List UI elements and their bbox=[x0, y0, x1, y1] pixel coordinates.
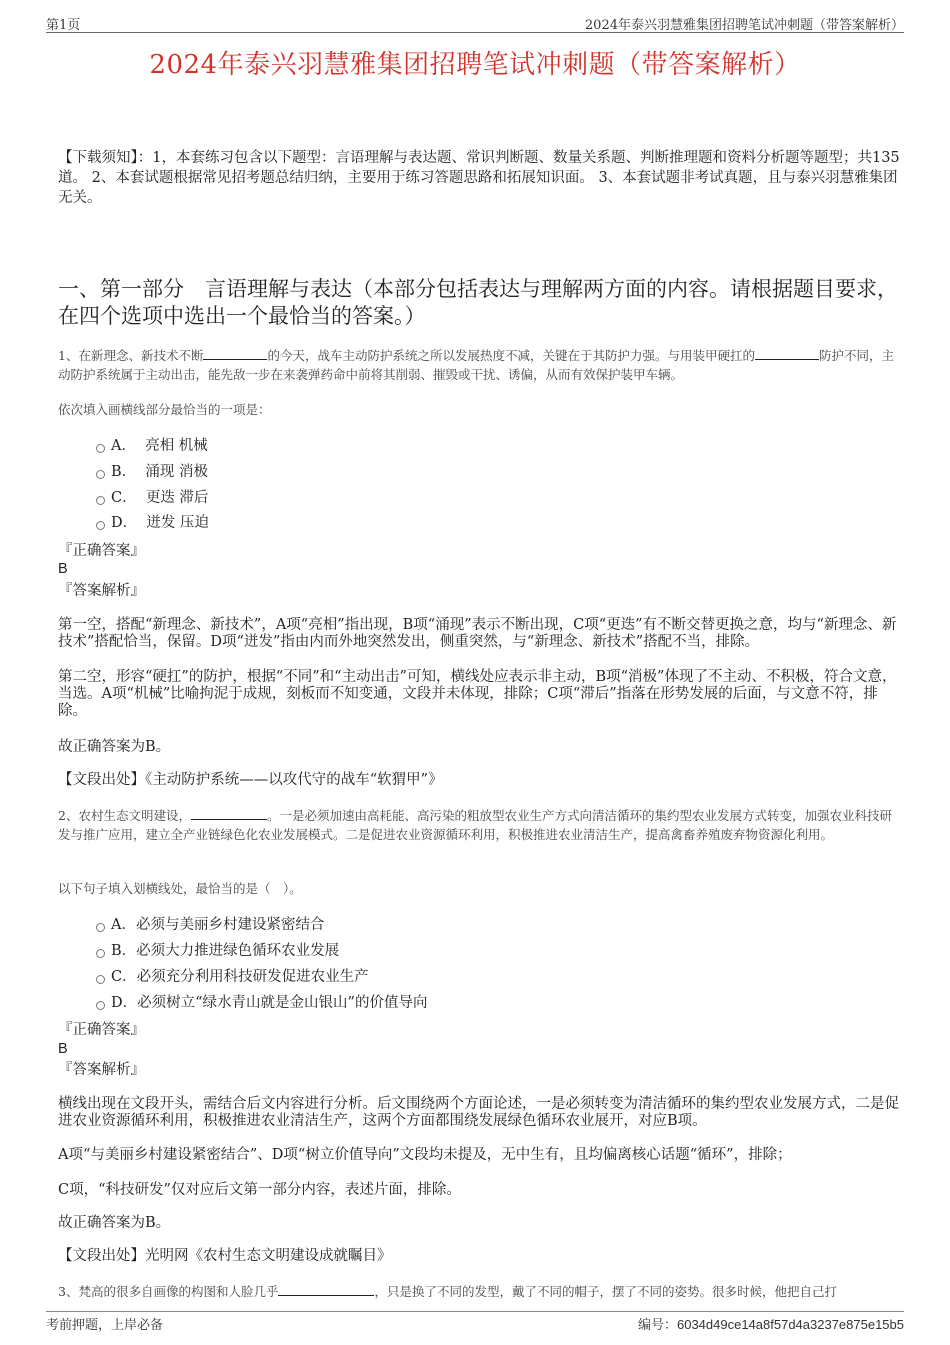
question-3-stem bbox=[58, 1282, 900, 1301]
radio-icon[interactable] bbox=[96, 1001, 105, 1010]
option-text: 更迭 滞后 bbox=[145, 490, 209, 506]
footer-divider bbox=[46, 1311, 904, 1312]
question-2-option-a[interactable] bbox=[96, 915, 324, 935]
question-1-stem-part-c: 防护不同，主动防护系统属于主动出击，能先敌一步在来袭弹药命中前将其削弱、摧毁或干扰、诱偏，从而有效保护装甲车辆。 bbox=[58, 348, 894, 382]
radio-icon[interactable] bbox=[96, 975, 105, 984]
option-text: 迸发 压迫 bbox=[146, 515, 209, 531]
page-footer bbox=[46, 1314, 904, 1332]
option-text: 必须树立“绿水青山就是金山银山”的价值导向 bbox=[137, 995, 428, 1011]
question-1-analysis-1: 第一空，搭配“新理念、新技术”，A项“亮相”指出现，B项“涌现”表示不断出现，C项“更迭”有不断交替更换之意，均与“新理念、新技术”搭配恰当，保留。D项“迸发”指由内而外地突然发出，侧重突然，与“新理念、新技术”搭配不当，排除。 bbox=[58, 617, 897, 650]
option-letter: B． bbox=[111, 943, 137, 959]
radio-icon[interactable] bbox=[96, 496, 105, 505]
question-1-stem-part-a: 1、在新理念、新技术不断 bbox=[58, 348, 204, 363]
question-2-option-c[interactable] bbox=[96, 967, 369, 987]
analysis-label: 『答案解析』 bbox=[58, 1062, 145, 1078]
radio-icon[interactable] bbox=[96, 949, 105, 958]
option-letter: A． bbox=[111, 917, 136, 933]
question-1-stem bbox=[58, 346, 900, 384]
question-2-stem-part-a: 2、农村生态文明建设， bbox=[58, 808, 191, 823]
question-1-option-c[interactable] bbox=[96, 488, 208, 508]
question-2-option-b[interactable] bbox=[96, 941, 339, 961]
option-letter: A． bbox=[111, 438, 136, 454]
question-2-analysis-1: 横线出现在文段开头，需结合后文内容进行分析。后文围绕两个方面论述，一是必须转变为清洁循环的集约型农业发展方式，二是促进农业资源循环利用，积极推进农业清洁生产，这两个方面都围绕发展绿色循环农业展开，对应B项。 bbox=[58, 1096, 899, 1129]
option-letter: C． bbox=[111, 969, 137, 985]
radio-icon[interactable] bbox=[96, 444, 105, 453]
option-text: 必须大力推进绿色循环农业发展 bbox=[136, 943, 340, 959]
option-text: 涌现 消极 bbox=[145, 464, 208, 480]
question-2-analysis-3: C项，“科技研发”仅对应后文第一部分内容，表述片面，排除。 bbox=[58, 1182, 461, 1198]
question-2-source: 【文段出处】光明网《农村生态文明建设成就瞩目》 bbox=[58, 1248, 392, 1264]
footer-code bbox=[638, 1314, 904, 1333]
download-notice: 【下载须知】：1，本套练习包含以下题型：言语理解与表达题、常识判断题、数量关系题、判断推理题和资料分析题等题型；共135道。 2、本套试题根据常见招考题总结归纳，主要用于练习答题思路和拓展知识面。 3、本套试题非考试真题，且与泰兴羽慧雅集团无关。 bbox=[58, 150, 900, 206]
option-letter: B． bbox=[111, 464, 137, 480]
radio-icon[interactable] bbox=[96, 470, 105, 479]
question-2-analysis-4: 故正确答案为B。 bbox=[58, 1215, 171, 1231]
answer-blank bbox=[755, 348, 819, 360]
footer-slogan: 考前押题，上岸必备 bbox=[46, 1318, 164, 1333]
question-1-stem-part-b: 的今天，战车主动防护系统之所以发展热度不减，关键在于其防护力强。与用装甲硬扛的 bbox=[267, 348, 755, 363]
document-title: 2024年泰兴羽慧雅集团招聘笔试冲刺题（带答案解析） bbox=[149, 50, 801, 80]
question-2-prompt: 以下句子填入划横线处，最恰当的是（ ）。 bbox=[58, 881, 302, 896]
option-text: 必须与美丽乡村建设紧密结合 bbox=[135, 917, 325, 933]
section-heading: 一、第一部分 言语理解与表达（本部分包括表达与理解两方面的内容。请根据题目要求，在四个选项中选出一个最恰当的答案。） bbox=[58, 277, 898, 328]
footer-code-label: 编号： bbox=[637, 1318, 677, 1333]
header-divider bbox=[46, 32, 904, 33]
question-2-stem-part-b: 。一是必须加速由高耗能、高污染的粗放型农业生产方式向清洁循环的集约型农业发展方式转变，加强农业科技研发与推广应用，建立全产业链绿色化农业发展模式。二是促进农业资源循环利用，积极推进农业清洁生产，提高禽畜养殖废弃物资源化利用。 bbox=[58, 808, 892, 842]
analysis-label: 『答案解析』 bbox=[58, 583, 145, 599]
answer-blank bbox=[203, 348, 267, 360]
option-text: 亮相 机械 bbox=[145, 438, 208, 454]
question-2-analysis-2: A项“与美丽乡村建设紧密结合”、D项“树立价值导向”文段均未提及，无中生有，且均偏离核心话题“循环”，排除； bbox=[58, 1147, 792, 1163]
question-1-answer: B bbox=[58, 561, 68, 577]
option-letter: D． bbox=[111, 995, 138, 1011]
question-3-stem-part-b: ，只是换了不同的发型，戴了不同的帽子，摆了不同的姿势。很多时候，他把自己打 bbox=[374, 1284, 837, 1299]
radio-icon[interactable] bbox=[96, 521, 105, 530]
question-2-option-d[interactable] bbox=[96, 993, 427, 1013]
question-1-option-d[interactable] bbox=[96, 513, 209, 533]
option-letter: D． bbox=[111, 515, 138, 531]
option-text: 必须充分利用科技研发促进农业生产 bbox=[136, 969, 369, 985]
answer-blank bbox=[278, 1284, 374, 1296]
question-1-prompt: 依次填入画横线部分最恰当的一项是： bbox=[58, 402, 271, 417]
question-1-analysis-2: 第二空，形容“硬扛”的防护，根据“不同”和“主动出击”可知，横线处应表示非主动，B项“消极”体现了不主动、不积极，符合文意，当选。A项“机械”比喻拘泥于成规，刻板而不知变通，文段并未体现，排除；C项“滞后”指落在形势发展的后面，与文意不符，排除。 bbox=[58, 669, 897, 719]
correct-answer-label: 『正确答案』 bbox=[58, 543, 145, 559]
correct-answer-label: 『正确答案』 bbox=[58, 1022, 145, 1038]
header-doc-title: 2024年泰兴羽慧雅集团招聘笔试冲刺题（带答案解析） bbox=[584, 18, 904, 33]
answer-blank bbox=[191, 808, 267, 820]
question-3-stem-part-a: 3、梵高的很多自画像的构图和人脸几乎 bbox=[58, 1284, 279, 1299]
question-2-answer: B bbox=[58, 1041, 68, 1057]
footer-code-value: 6034d49ce14a8f57d4a3237e875e15b5 bbox=[676, 1317, 904, 1332]
radio-icon[interactable] bbox=[96, 923, 105, 932]
question-1-option-b[interactable] bbox=[96, 462, 208, 482]
option-letter: C． bbox=[111, 490, 137, 506]
page-number: 第1页 bbox=[46, 18, 81, 33]
page-header bbox=[46, 14, 904, 34]
question-2-stem bbox=[58, 806, 900, 844]
question-1-source: 【文段出处】《主动防护系统——以攻代守的战车“软猬甲”》 bbox=[58, 772, 443, 788]
question-1-analysis-3: 故正确答案为B。 bbox=[58, 739, 171, 755]
question-1-option-a[interactable] bbox=[96, 436, 208, 456]
